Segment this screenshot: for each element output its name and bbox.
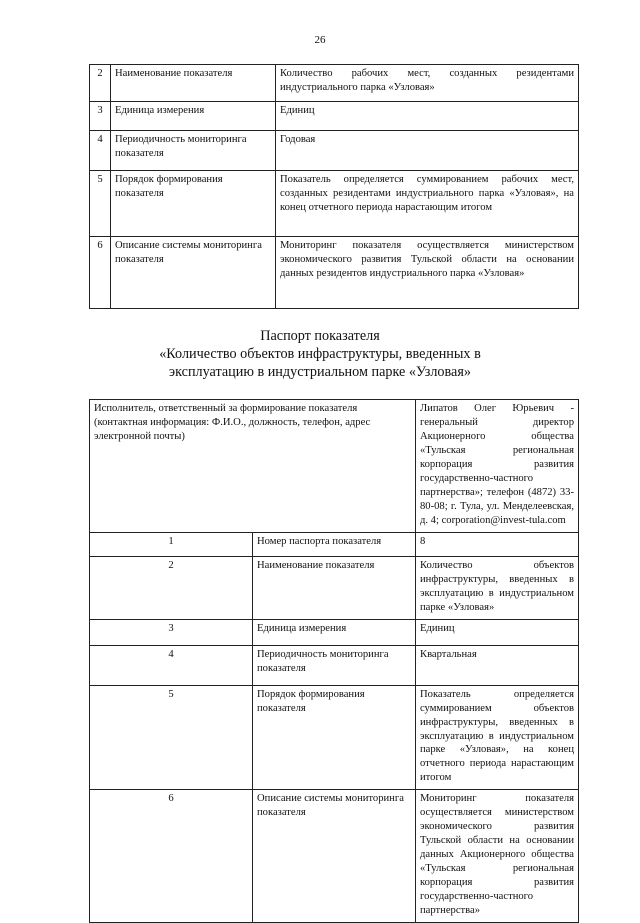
row-value: 8	[416, 532, 579, 556]
row-value: Квартальная	[416, 645, 579, 685]
row-label: Описание системы мониторинга показателя	[253, 790, 416, 923]
row-label: Номер паспорта показателя	[253, 532, 416, 556]
row-number: 3	[90, 102, 111, 131]
row-number: 6	[90, 790, 253, 923]
table-row	[90, 619, 579, 645]
row-value: Мониторинг показателя осуществляется министерством экономического развития Тульской области на основании данных Акционерного общества «Тульская региональная корпорация развития государственно-частного партнерства»	[416, 790, 579, 923]
table-row	[90, 556, 579, 619]
row-value: Количество рабочих мест, созданных резидентами индустриального парка «Узловая»	[276, 65, 579, 102]
row-number: 2	[90, 65, 111, 102]
row-label: Описание системы мониторинга показателя	[111, 237, 276, 309]
passport-subtitle-line-2: эксплуатацию в индустриальном парке «Узловая»	[169, 364, 471, 381]
row-number: 1	[90, 532, 253, 556]
page-number: 26	[314, 34, 326, 46]
passport-title	[0, 327, 640, 382]
row-label: Наименование показателя	[253, 556, 416, 619]
table-row	[90, 131, 579, 171]
row-value: Мониторинг показателя осуществляется министерством экономического развития Тульской области на основании данных резидентов индустриального парка «Узловая»	[276, 237, 579, 309]
row-value: Годовая	[276, 131, 579, 171]
row-label: Периодичность мониторинга показателя	[253, 645, 416, 685]
table-row	[90, 790, 579, 923]
row-label: Периодичность мониторинга показателя	[111, 131, 276, 171]
row-value: Количество объектов инфраструктуры, введенных в эксплуатацию в индустриальном парке «Узловая»	[416, 556, 579, 619]
row-number: 4	[90, 645, 253, 685]
row-number: 6	[90, 237, 111, 309]
row-value: Показатель определяется суммированием объектов инфраструктуры, введенных в эксплуатацию в индустриальном парке «Узловая», на конец отчетного периода нарастающим итогом	[416, 685, 579, 790]
row-number: 2	[90, 556, 253, 619]
table-row	[90, 532, 579, 556]
row-label: Порядок формирования показателя	[111, 171, 276, 237]
executor-row	[90, 400, 579, 533]
row-number: 5	[90, 171, 111, 237]
table-row	[90, 171, 579, 237]
passport-subtitle-line-1: «Количество объектов инфраструктуры, введенных в	[159, 346, 481, 363]
row-value: Показатель определяется суммированием рабочих мест, созданных резидентами индустриального парка «Узловая», на конец отчетного периода нарастающим итогом	[276, 171, 579, 237]
row-value: Единиц	[276, 102, 579, 131]
row-label: Единица измерения	[253, 619, 416, 645]
row-number: 4	[90, 131, 111, 171]
table-row	[90, 645, 579, 685]
executor-label: Исполнитель, ответственный за формирование показателя (контактная информация: Ф.И.О., должность, телефон, адрес электронной почты)	[90, 400, 416, 533]
row-label: Единица измерения	[111, 102, 276, 131]
table-row	[90, 237, 579, 309]
row-label: Наименование показателя	[111, 65, 276, 102]
table-row	[90, 65, 579, 102]
indicator-table-infrastructure	[89, 399, 579, 923]
executor-value: Липатов Олег Юрьевич - генеральный директор Акционерного общества «Тульская региональная корпорация развития государственно-частного партнерства»; телефон (4872) 33-80-08; г. Тула, ул. Менделеевская, д. 4; corporation@invest-tula.com	[416, 400, 579, 533]
row-number: 3	[90, 619, 253, 645]
table-row	[90, 685, 579, 790]
table-row	[90, 102, 579, 131]
row-value: Единиц	[416, 619, 579, 645]
row-label: Порядок формирования показателя	[253, 685, 416, 790]
passport-heading: Паспорт показателя	[260, 328, 380, 344]
indicator-table-jobs	[89, 64, 579, 309]
row-number: 5	[90, 685, 253, 790]
